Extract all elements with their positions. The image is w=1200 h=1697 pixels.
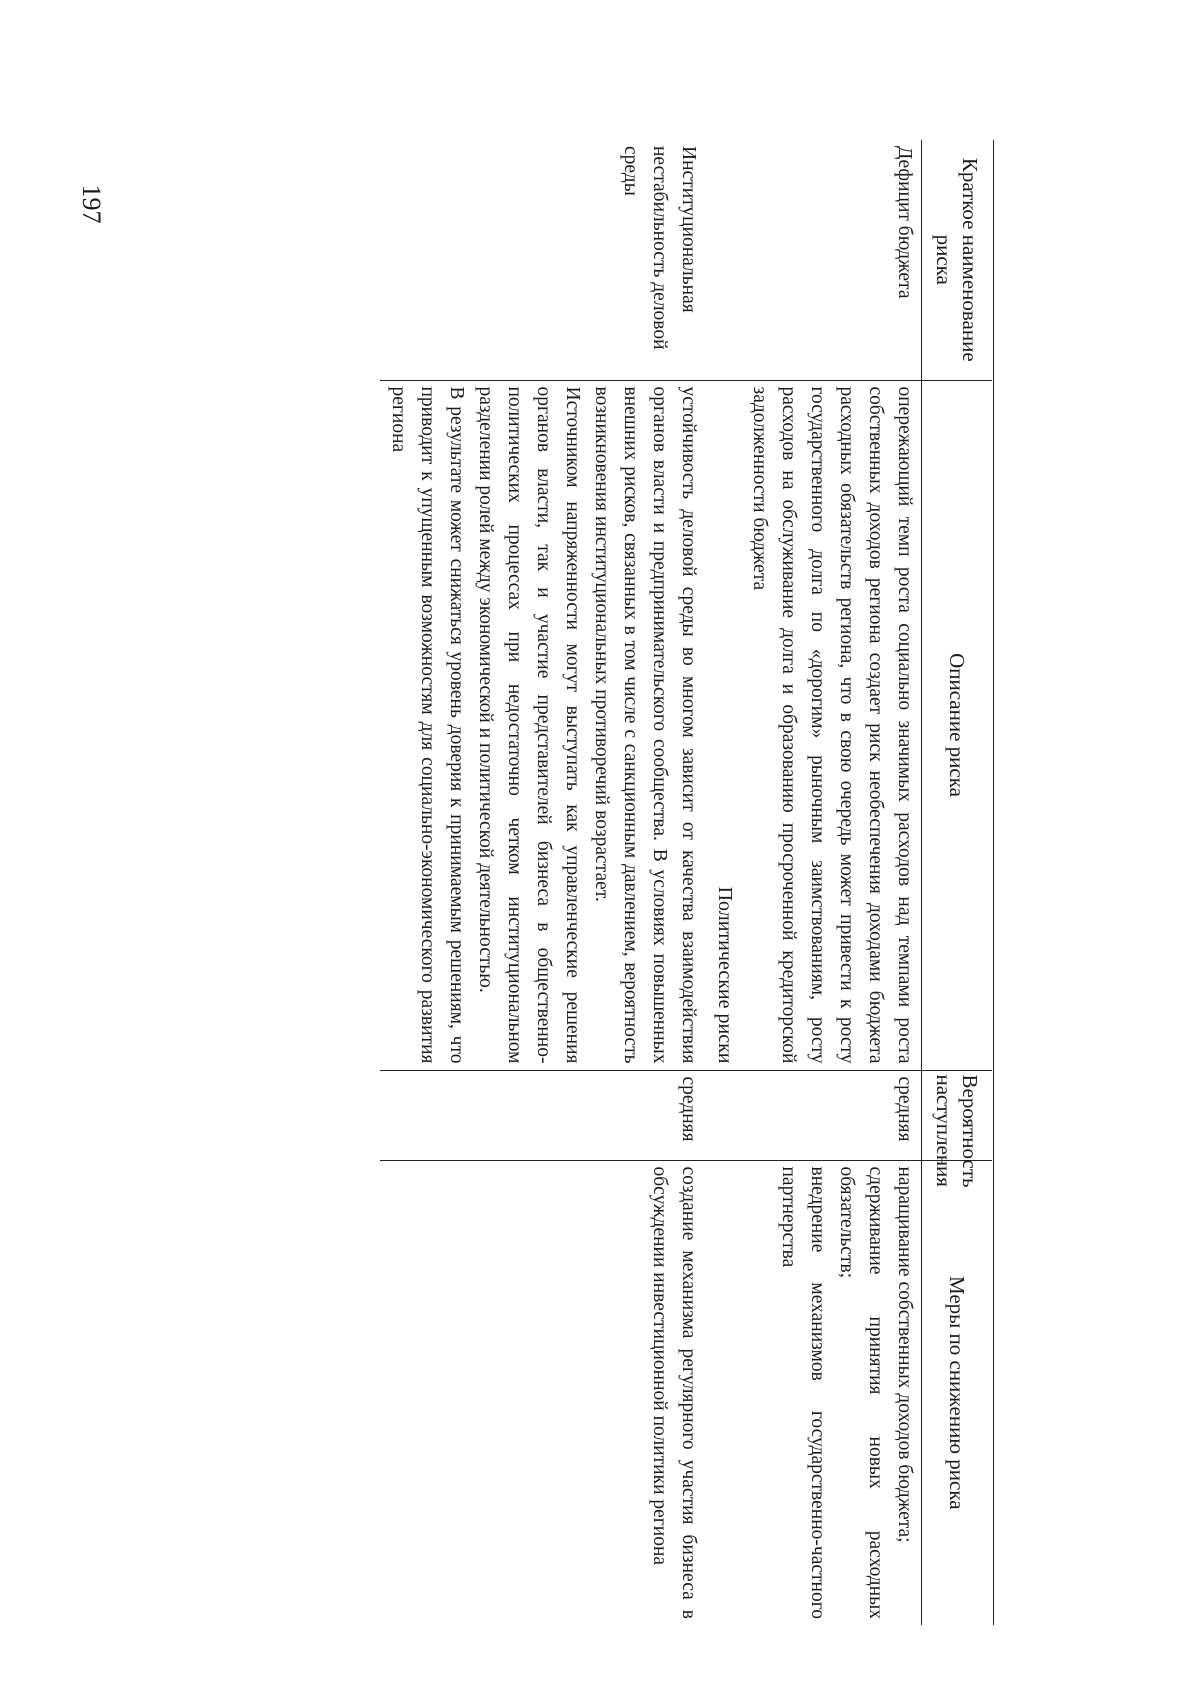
measure-item: создание механизма регулярного участия бизнеса в обсуждении инвестиционной политики региона [649,1166,699,1619]
measures-cell [741,1160,922,1625]
page-number: 197 [77,184,106,224]
probability-cell: средняя [380,1070,705,1160]
rotated-page-content [122,68,1122,1648]
description-paragraph: устойчивость деловой среды во многом зависит от качества взаимодействия органов власти и предпринимательского сообщества. В условиях повышенных внешних рисков, связанных в том числе с санкционным давлением, вероятность возникновения институциональных противоречий возрастает. [591,386,699,1064]
measure-item: наращивание собственных доходов бюджета; [894,1166,915,1543]
risk-name-cell: Дефицит бюджета [741,140,922,380]
description-paragraph: В результате может снижаться уровень доверия к принимаемым решениям, что приводит к упущенным возможностям для социально-экономического развития региона [388,386,467,1064]
table-header-row [922,140,993,1625]
header-probability: Вероятность наступления [922,1070,993,1160]
risk-description-cell [380,380,705,1070]
description-paragraph: Источником напряженности могут выступать как управленческие решения органов власти, так и участие представителей бизнеса в общественно-политических процессах при недостаточно четком институциональном разделении ролей между экономической и политической деятельностью. [475,386,583,1064]
table-row [380,140,705,1625]
table-row [741,140,922,1625]
header-name: Краткое наименование риска [922,140,993,380]
table-top-rule [993,140,994,1625]
measures-cell [380,1160,705,1625]
header-description: Описание риска [922,380,993,1070]
header-measures: Меры по снижению риска [922,1160,993,1625]
section-row [705,140,741,1625]
risk-name-cell: Институциональная нестабильность деловой среды [380,140,705,380]
probability-cell: средняя [741,1070,922,1160]
risk-description-cell: опережающий темп роста социально значимых расходов над темпами роста собственных доходов региона создает риск необеспечения доходами бюджета расходных обязательств региона, что в свою очередь может привести к росту государственного долга по «дорогим» рыночным заимствованиям, росту расходов на обслуживание долга и образованию просроченной кредиторской задолженности бюджета [749,386,915,1064]
measure-item: внедрение механизмов государственно-частного партнерства [778,1166,828,1619]
measure-item: сдерживание принятия новых расходных обязательств; [836,1166,886,1619]
risk-table [380,140,992,1625]
section-title: Политические риски [714,886,736,1064]
